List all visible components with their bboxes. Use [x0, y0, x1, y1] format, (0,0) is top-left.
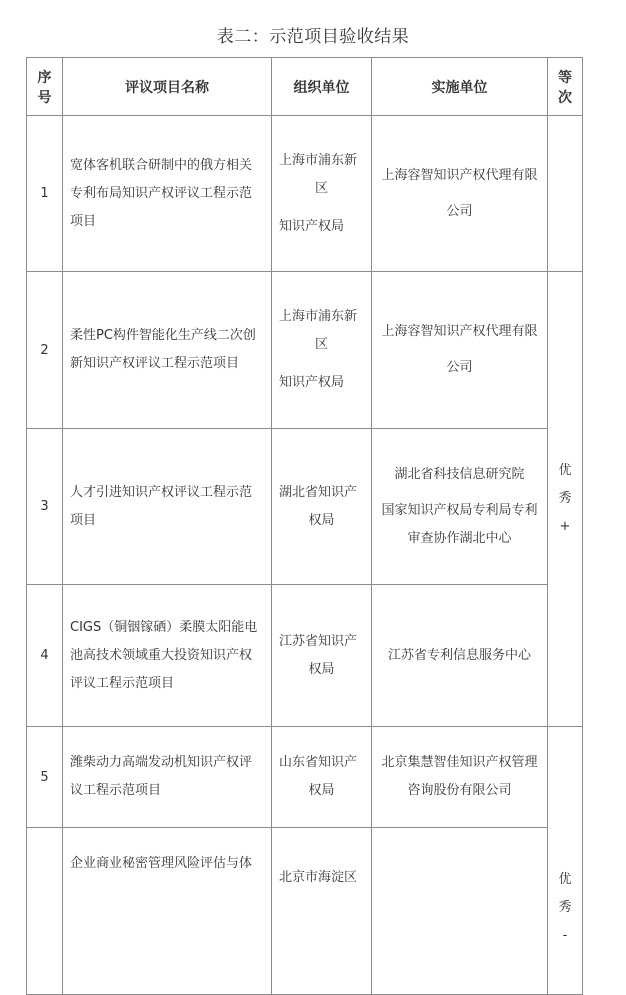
cell-text-line: 项目 — [70, 512, 97, 528]
line-gap — [279, 359, 364, 369]
cell-text-line: 上海容智知识产权代理有限 — [381, 324, 538, 339]
cell-org-unit — [272, 585, 372, 727]
col-header-org: 组织单位 — [272, 58, 372, 116]
cell-impl-unit — [372, 727, 548, 828]
table-title: 表二：示范项目验收结果 — [216, 27, 410, 47]
cell-impl-unit — [372, 585, 548, 727]
cell-text-line: 权局 — [308, 661, 335, 677]
cell-org-unit — [272, 727, 372, 828]
cell-project-name — [63, 116, 272, 272]
col-header-seq: 序号 — [27, 58, 63, 116]
cell-project-name — [63, 727, 272, 828]
cell-org-unit — [272, 116, 372, 272]
cell-impl-unit — [372, 116, 548, 272]
cell-text-line: 池高技术领域重大投资知识产权 — [70, 647, 253, 663]
line-gap — [379, 190, 540, 198]
table-row — [27, 828, 583, 995]
cell-text-line: 权局 — [308, 512, 335, 528]
cell-text-line: 江苏省知识产 — [279, 633, 358, 649]
cell-seq: 5 — [27, 727, 63, 828]
cell-impl-unit — [372, 429, 548, 585]
cell-text-line: 新知识产权评议工程示范项目 — [70, 356, 240, 371]
cell-text-line: CIGS（铜铟镓硒）柔膜太阳能电 — [70, 619, 258, 635]
table-row — [27, 727, 583, 828]
grade-modifier: - — [562, 927, 568, 943]
grade-label: 优秀 — [558, 463, 572, 506]
header-row — [27, 58, 583, 116]
cell-project-name — [63, 585, 272, 727]
cell-org-unit — [272, 272, 372, 429]
cell-text-line: 区 — [314, 337, 328, 352]
cell-text-line: 专利布局知识产权评议工程示范 — [70, 185, 253, 201]
table-row — [27, 585, 583, 727]
cell-text-line: 上海容智知识产权代理有限 — [381, 167, 538, 183]
cell-text-line: 区 — [314, 180, 328, 196]
cell-text-line: 北京市海淀区 — [279, 870, 358, 885]
cell-text-line: 知识产权局 — [279, 218, 345, 234]
cell-text-line: 审查协作湖北中心 — [407, 530, 512, 546]
line-gap — [379, 346, 540, 354]
table-row — [27, 116, 583, 272]
cell-grade — [548, 272, 583, 727]
cell-impl-unit — [372, 272, 548, 429]
cell-text-line: 项目 — [70, 213, 97, 229]
cell-text-line: 人才引进知识产权评议工程示范 — [70, 484, 253, 500]
cell-seq: 2 — [27, 272, 63, 429]
cell-seq: 3 — [27, 429, 63, 585]
cell-seq: 1 — [27, 116, 63, 272]
cell-grade — [548, 727, 583, 995]
cell-seq: 4 — [27, 585, 63, 727]
cell-text-line: 企业商业秘密管理风险评估与体 — [70, 856, 253, 871]
cell-text-line: 咨询股份有限公司 — [407, 783, 512, 798]
cell-text-line: 北京集慧智佳知识产权管理 — [381, 755, 538, 770]
cell-text-line: 评议工程示范项目 — [70, 675, 175, 691]
cell-impl-unit — [372, 828, 548, 995]
table-row — [27, 272, 583, 429]
result-table — [26, 57, 583, 995]
col-header-grade: 等次 — [548, 58, 583, 116]
cell-text-line: 公司 — [446, 203, 473, 219]
grade-modifier: + — [559, 519, 571, 534]
col-header-name: 评议项目名称 — [63, 58, 272, 116]
cell-text-line: 山东省知识产 — [279, 755, 358, 770]
cell-text-line: 公司 — [446, 360, 473, 375]
cell-text-line: 江苏省专利信息服务中心 — [387, 647, 531, 663]
cell-text-line: 国家知识产权局专利局专利 — [381, 502, 538, 518]
cell-project-name — [63, 828, 272, 995]
cell-text-line: 柔性PC构件智能化生产线二次创 — [70, 328, 256, 343]
cell-text-line: 湖北省知识产 — [279, 484, 358, 500]
cell-org-unit — [272, 429, 372, 585]
cell-project-name — [63, 272, 272, 429]
line-gap — [279, 203, 364, 213]
cell-text-line: 宽体客机联合研制中的俄方相关 — [70, 157, 253, 173]
cell-org-unit — [272, 828, 372, 995]
cell-text-line: 知识产权局 — [279, 375, 345, 390]
cell-text-line: 上海市浦东新 — [279, 309, 358, 324]
cell-text-line: 权局 — [308, 783, 335, 798]
grade-label: 优秀 — [558, 871, 572, 915]
col-header-impl: 实施单位 — [372, 58, 548, 116]
cell-text-line: 议工程示范项目 — [70, 783, 162, 798]
cell-grade-blank — [548, 116, 583, 272]
cell-text-line: 湖北省科技信息研究院 — [394, 466, 525, 482]
line-gap — [379, 489, 540, 497]
cell-seq — [27, 828, 63, 995]
cell-text-line: 上海市浦东新 — [279, 152, 358, 168]
cell-project-name — [63, 429, 272, 585]
grade-spacer — [555, 772, 575, 866]
cell-text-line: 潍柴动力高端发动机知识产权评 — [70, 755, 253, 770]
table-row — [27, 429, 583, 585]
